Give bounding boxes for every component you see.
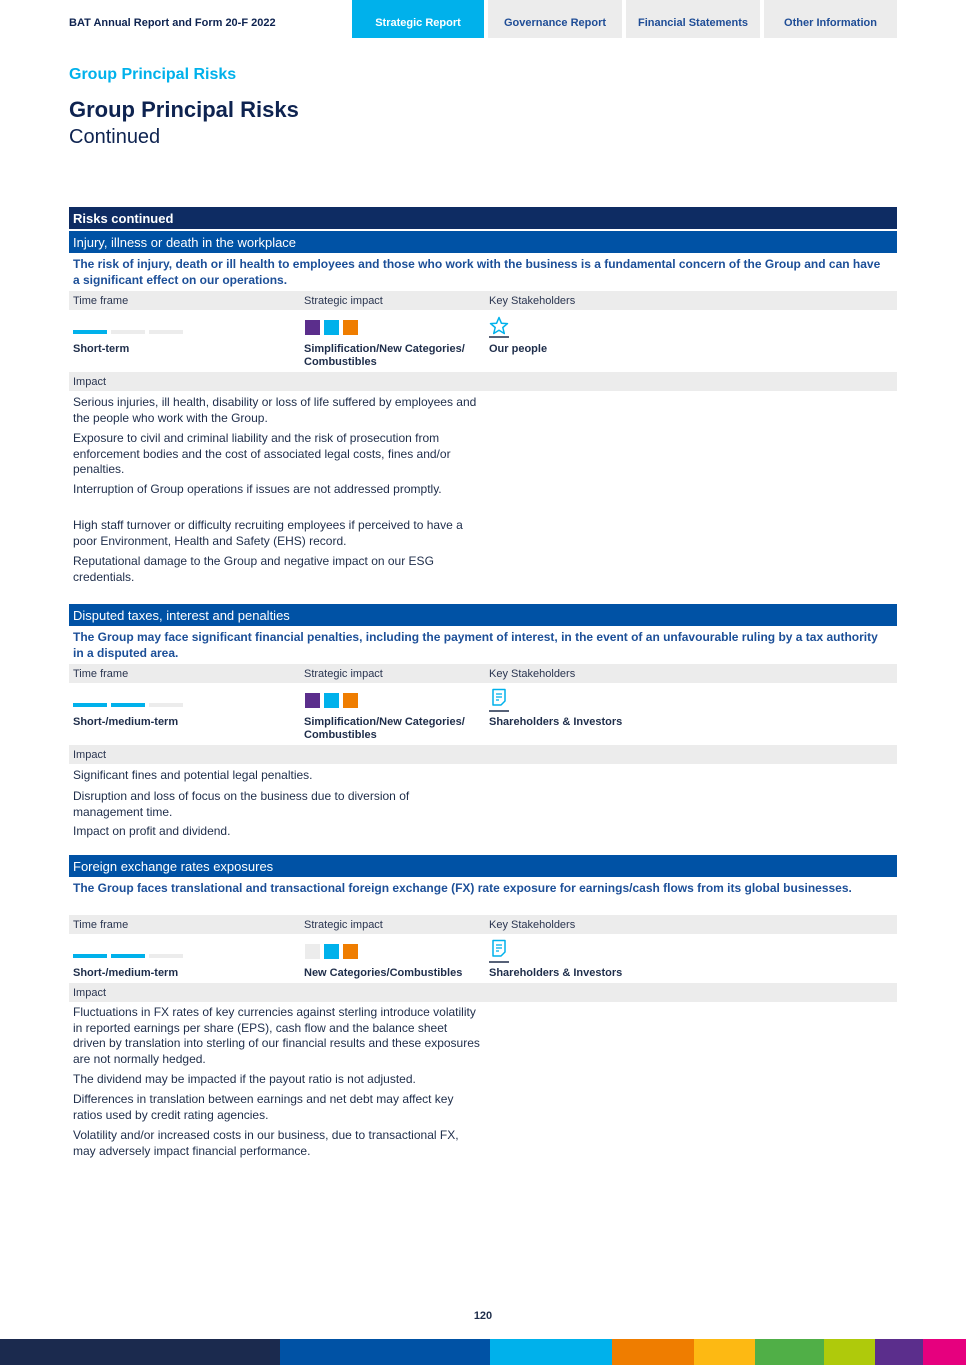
simplification-square xyxy=(305,693,320,708)
attribute-header-row xyxy=(69,664,897,683)
new-categories-square xyxy=(324,944,339,959)
time-frame-value: Short-term xyxy=(73,343,130,355)
key-stakeholders-label: Key Stakeholders xyxy=(489,295,576,307)
new-categories-square xyxy=(324,320,339,335)
time-frame-label: Time frame xyxy=(73,919,129,931)
footer-segment xyxy=(612,1339,694,1365)
combustibles-square xyxy=(343,320,358,335)
time-frame-bar-empty xyxy=(149,954,183,958)
risk-title: Foreign exchange rates exposures xyxy=(69,855,897,877)
impact-item: Significant fines and potential legal penalties. xyxy=(73,768,313,782)
impact-header-row xyxy=(69,983,897,1002)
time-frame-bar-empty xyxy=(111,330,145,334)
footer-segment xyxy=(0,1339,280,1365)
time-frame-bar-filled xyxy=(111,954,145,958)
time-frame-label: Time frame xyxy=(73,295,129,307)
impact-item: Exposure to civil and criminal liability and the risk of prosecution from enforcement bodies and the cost of associated legal costs, fines and/or penalties. xyxy=(73,431,451,476)
strategic-impact-label: Strategic impact xyxy=(304,295,383,307)
footer-segment xyxy=(490,1339,612,1365)
stakeholder-value: Our people xyxy=(489,343,548,355)
impact-item: Fluctuations in FX rates of key currencies against sterling introduce volatility in reported earnings per share (EPS), cash flow and the balance sheet driven by translation into sterling of our financial results and these exposures are not normally hedged. xyxy=(73,1005,480,1066)
time-frame-label: Time frame xyxy=(73,668,129,680)
tab-strategic-report[interactable]: Strategic Report xyxy=(352,0,484,38)
impact-header-row xyxy=(69,745,897,764)
risk-description: The Group may face significant financial penalties, including the payment of interest, in the event of an unfavourable ruling by a tax authority in a disputed area. xyxy=(73,630,878,660)
footer-segment xyxy=(875,1339,923,1365)
attribute-header-row xyxy=(69,915,897,934)
combustibles-square xyxy=(343,944,358,959)
impact-label: Impact xyxy=(73,376,107,388)
strategic-impact-value: Simplification/New Categories/ Combustibles xyxy=(304,716,465,741)
page-number: 120 xyxy=(473,1310,493,1322)
impact-item: Disruption and loss of focus on the business due to diversion of management time. xyxy=(73,789,410,819)
stakeholder-value: Shareholders & Investors xyxy=(489,716,623,728)
document-title: BAT Annual Report and Form 20-F 2022 xyxy=(69,17,276,29)
impact-item: Impact on profit and dividend. xyxy=(73,824,231,838)
tab-governance-report[interactable]: Governance Report xyxy=(488,0,622,38)
section-header: Risks continued xyxy=(69,207,897,229)
strategic-impact-label: Strategic impact xyxy=(304,668,383,680)
impact-label: Impact xyxy=(73,987,107,999)
key-stakeholders-label: Key Stakeholders xyxy=(489,919,576,931)
document-icon xyxy=(489,688,509,712)
footer-segment xyxy=(694,1339,755,1365)
top-navigation-bar xyxy=(0,0,966,38)
time-frame-bar-empty xyxy=(149,703,183,707)
time-frame-bar-filled xyxy=(73,330,107,334)
star-icon xyxy=(489,316,509,338)
risk-description: The Group faces translational and transactional foreign exchange (FX) rate exposure for earnings/cash flows from its global businesses. xyxy=(73,881,852,895)
attribute-header-row xyxy=(69,291,897,310)
footer-segment xyxy=(280,1339,490,1365)
risk-title: Disputed taxes, interest and penalties xyxy=(69,604,897,626)
impact-label: Impact xyxy=(73,749,107,761)
page-title: Group Principal Risks xyxy=(69,97,299,122)
time-frame-value: Short-/medium-term xyxy=(73,716,179,728)
breadcrumb: Group Principal Risks xyxy=(69,66,237,83)
impact-item: Reputational damage to the Group and negative impact on our ESG credentials. xyxy=(73,554,434,584)
strategic-impact-value: New Categories/Combustibles xyxy=(304,967,463,979)
key-stakeholders-label: Key Stakeholders xyxy=(489,668,576,680)
footer-color-strip xyxy=(0,1339,966,1365)
time-frame-bar-empty xyxy=(149,330,183,334)
impact-item: High staff turnover or difficulty recruiting employees if perceived to have a poor Environment, Health and Safety (EHS) record. xyxy=(73,518,463,548)
new-categories-square xyxy=(324,693,339,708)
document-icon xyxy=(489,939,509,963)
time-frame-bar-filled xyxy=(73,954,107,958)
time-frame-bar-filled xyxy=(73,703,107,707)
footer-segment xyxy=(923,1339,966,1365)
risk-description: The risk of injury, death or ill health to employees and those who work with the business is a fundamental concern of the Group and can have a significant effect on our operations. xyxy=(73,257,881,287)
simplification-square-inactive xyxy=(305,944,320,959)
simplification-square xyxy=(305,320,320,335)
impact-item: The dividend may be impacted if the payout ratio is not adjusted. xyxy=(73,1072,416,1086)
impact-header-row xyxy=(69,372,897,391)
strategic-impact-value: Simplification/New Categories/ Combustibles xyxy=(304,343,465,368)
risk-title: Injury, illness or death in the workplace xyxy=(69,231,897,253)
time-frame-bar-filled xyxy=(111,703,145,707)
combustibles-square xyxy=(343,693,358,708)
impact-item: Differences in translation between earnings and net debt may affect key ratios used by credit rating agencies. xyxy=(73,1092,454,1122)
impact-item: Interruption of Group operations if issues are not addressed promptly. xyxy=(73,482,442,496)
footer-segment xyxy=(755,1339,824,1365)
strategic-impact-label: Strategic impact xyxy=(304,919,383,931)
time-frame-value: Short-/medium-term xyxy=(73,967,179,979)
impact-item: Volatility and/or increased costs in our business, due to transactional FX, may adversely impact financial performance. xyxy=(73,1128,459,1158)
impact-item: Serious injuries, ill health, disability or loss of life suffered by employees and the people who work with the Group. xyxy=(73,395,477,425)
stakeholder-value: Shareholders & Investors xyxy=(489,967,623,979)
footer-segment xyxy=(824,1339,875,1365)
tab-other-information[interactable]: Other Information xyxy=(764,0,897,38)
page-subtitle: Continued xyxy=(69,126,161,148)
tab-financial-statements[interactable]: Financial Statements xyxy=(626,0,760,38)
